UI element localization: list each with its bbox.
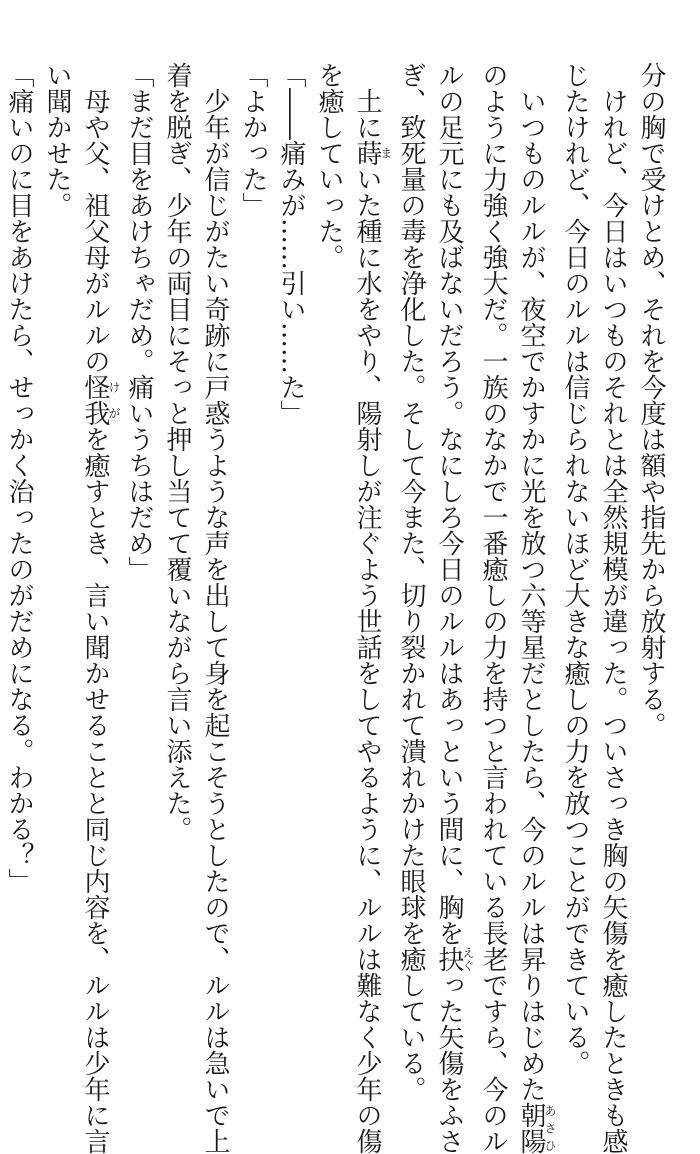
text-line: い聞かせた。 — [42, 62, 72, 218]
text-line: 「痛いのに目をあけたら、せっかく治ったのがだめになる。わかる？」 — [4, 62, 34, 894]
text-line: 母や父、祖父母がルルの怪我けがを癒すとき、言い聞かせることと同じ内容を、ルルは少年に言 — [80, 88, 121, 1154]
text-line: 「よかった」 — [238, 62, 268, 218]
furigana: 怪我けが — [80, 374, 121, 426]
text-line: 分の胸で受けとめ、それを今度は額や指先から放射する。 — [636, 62, 666, 738]
text-line: 少年が信じがたい奇跡に戸惑うような声を出して身を起こそうとしたので、ルルは急いで上 — [200, 88, 230, 1154]
text-line: けれど、今日はいつものそれとは全然規模が違った。ついさっき胸の矢傷を癒したときも感 — [598, 88, 628, 1154]
vertical-text-body — [4, 62, 670, 1154]
text-line: 「――痛みが……引い……た」 — [276, 62, 306, 426]
furigana: 蒔ま — [352, 140, 393, 166]
text-line: 着を脱ぎ、少年の両目にそっと押し当てて覆いながら言い添えた。 — [162, 62, 192, 842]
text-line: 「まだ目をあけちゃだめ。痛いうちはだめ」 — [124, 62, 154, 582]
text-line: のように力強く強大だ。一族のなかで一番癒しの力を持つと言われている長老ですら、今のル — [478, 62, 508, 1154]
text-line: ぎ、致死量の毒を浄化した。そして今また、切り裂かれて潰れかけた眼球を癒している。 — [396, 62, 426, 1102]
furigana: 抉えぐ — [434, 946, 475, 972]
text-line: ルの足元にも及ばないだろう。なにしろ今日のルルはあっという間に、胸を抉えぐった矢傷をふさ — [434, 62, 475, 1154]
text-line: じたけれど、今日のルルは信じられないほど大きな癒しの力を放つことができている。 — [560, 62, 590, 1076]
text-line: 土に蒔まいた種に水をやり、陽射しが注ぐよう世話をしてやるように、ルルは難なく少年の傷 — [352, 88, 393, 1154]
furigana: 朝陽あさひ — [516, 1102, 557, 1154]
text-line: いつものルルが、夜空でかすかに光を放つ六等星だとしたら、今のルルは昇りはじめた朝陽あさひ — [516, 88, 557, 1154]
text-line: を癒していった。 — [314, 62, 344, 270]
